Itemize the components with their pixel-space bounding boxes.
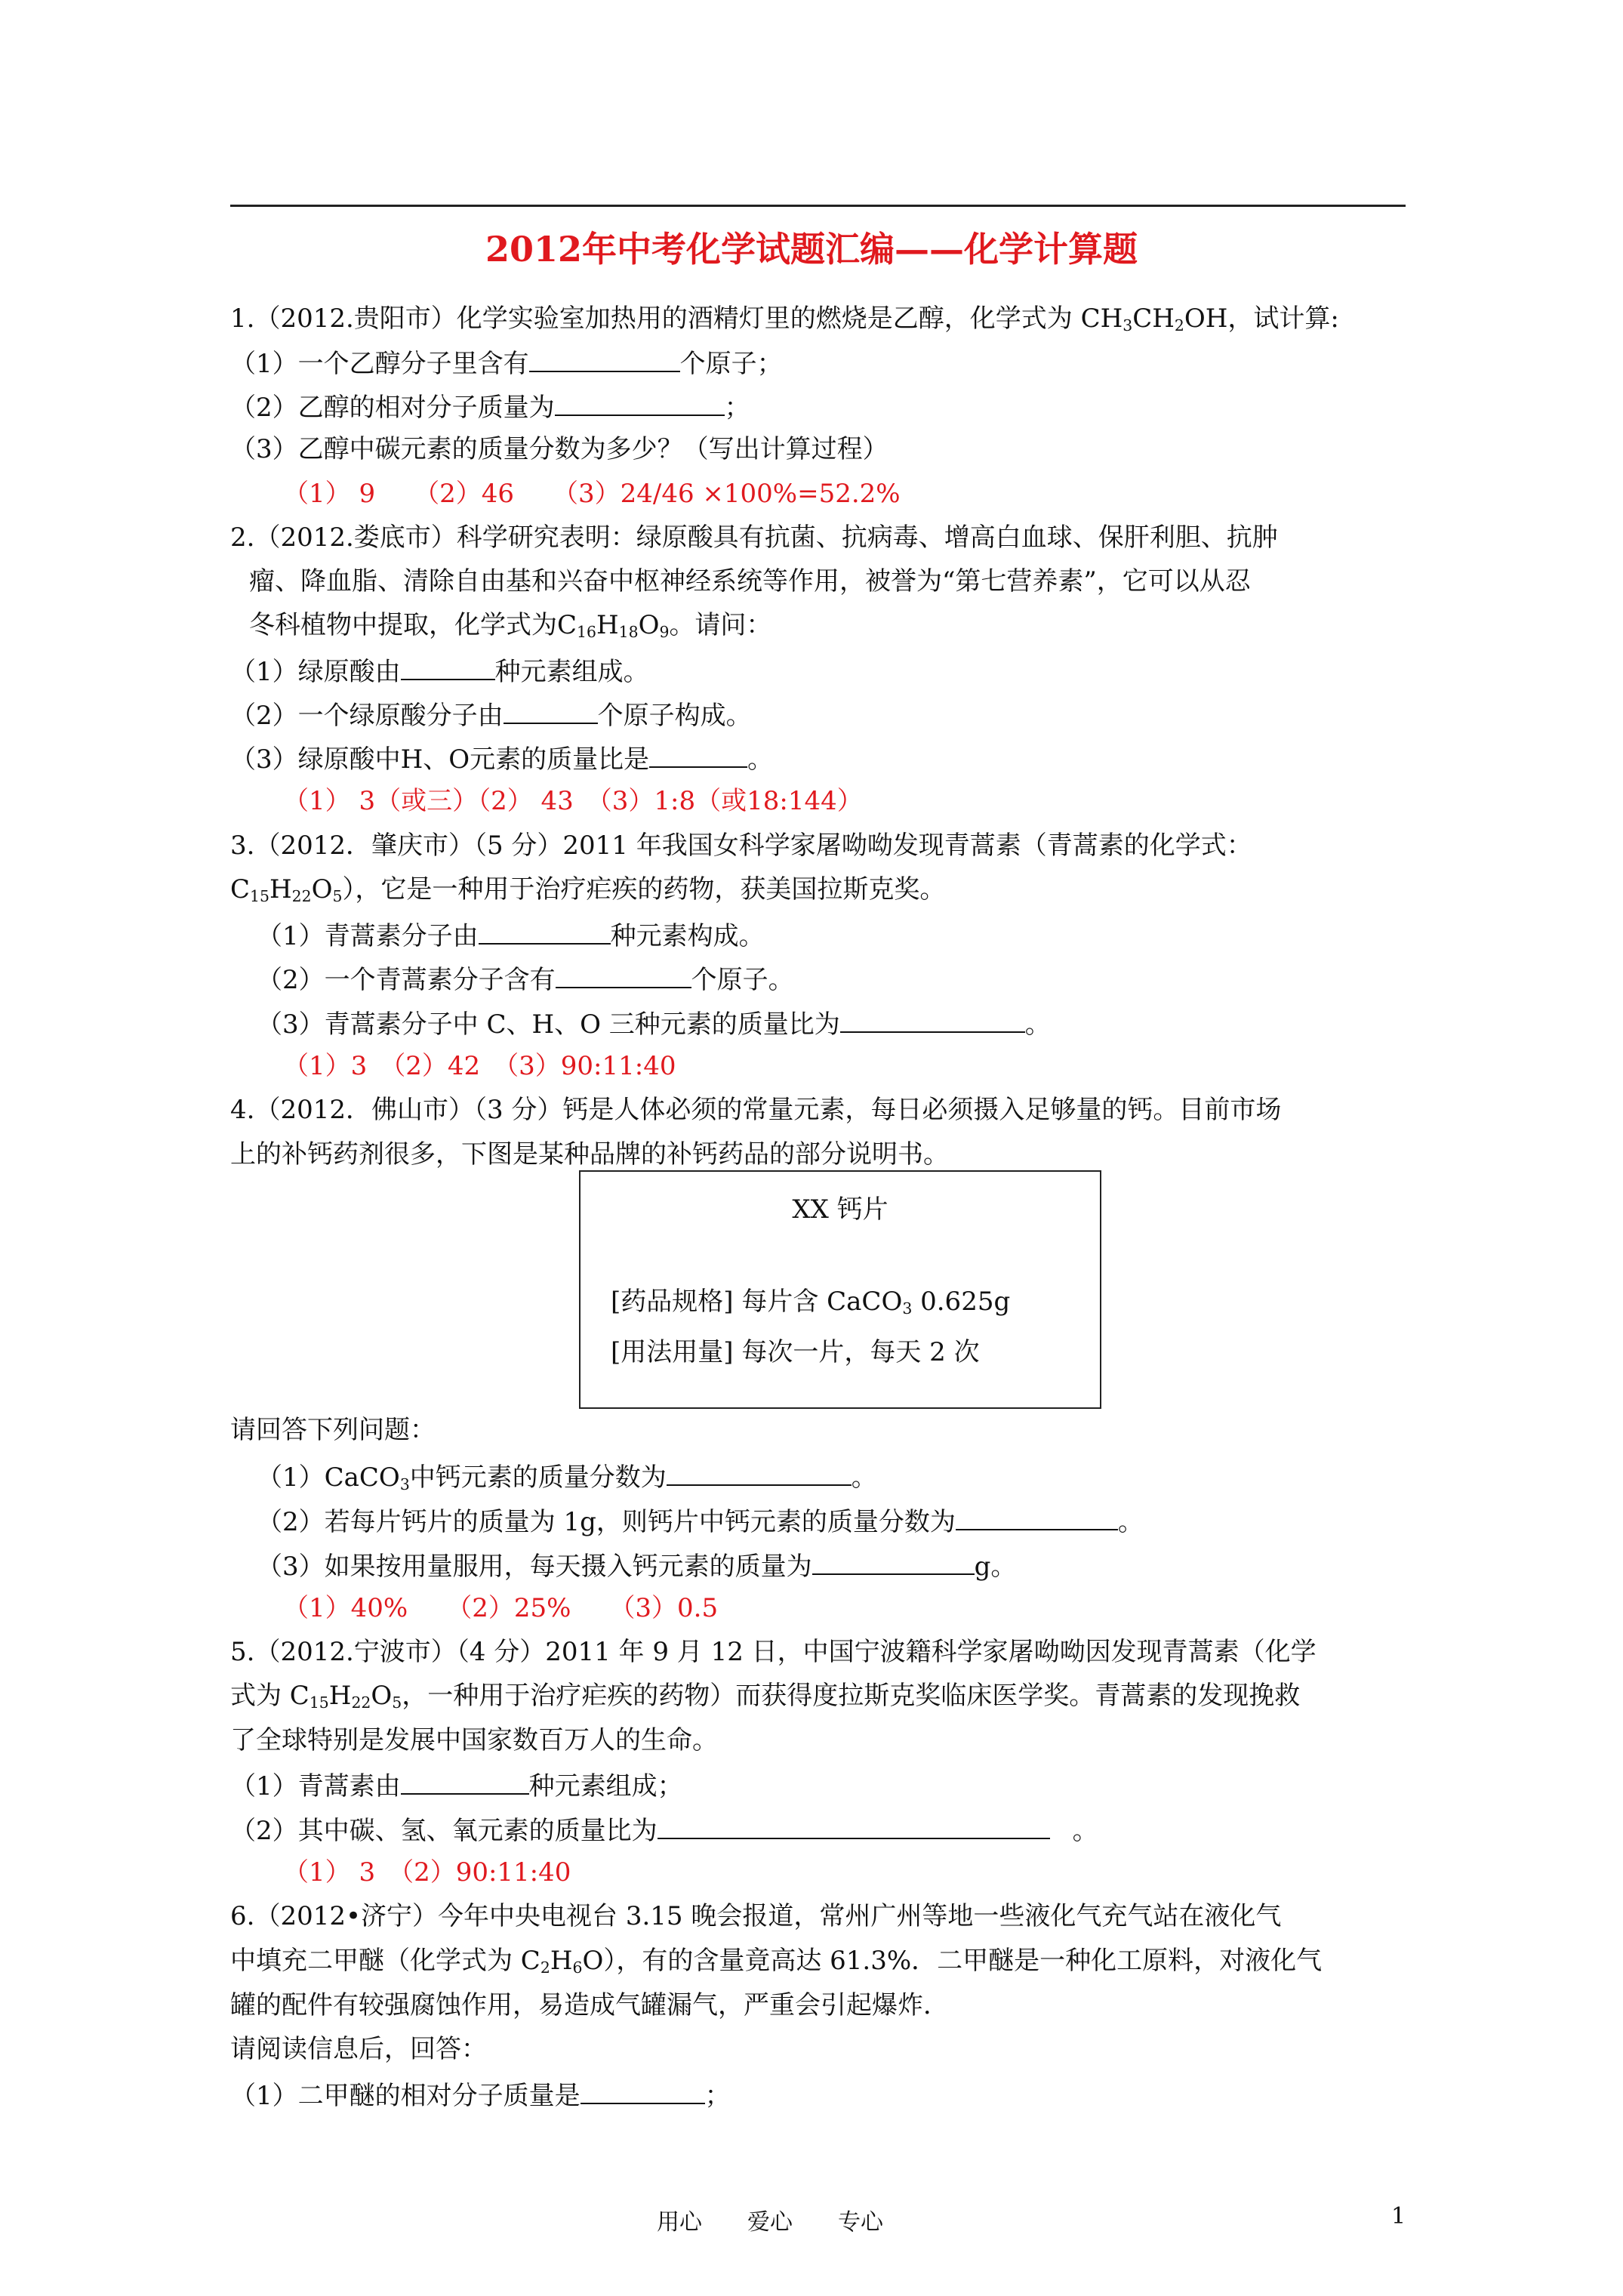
q3-part1: （1）青蒿素分子由 种元素构成。 (257, 917, 765, 953)
q2-line2: 瘤、降血脂、清除自由基和兴奋中枢神经系统等作用，被誉为“第七营养素”，它可以从忍 (249, 566, 1251, 596)
q3-answer: （1）3 （2）42 （3）90:11:40 (283, 1051, 676, 1081)
answer-blank[interactable] (556, 961, 691, 988)
q1-part3: （3）乙醇中碳元素的质量分数为多少？（写出计算过程） (230, 434, 888, 464)
page-number: 1 (1391, 2203, 1406, 2230)
q5-answer: （1） 3 （2）90:11:40 (283, 1857, 571, 1888)
q3-part3: （3）青蒿素分子中 C、H、O 三种元素的质量比为 。 (257, 1006, 1051, 1041)
q2-answer: （1） 3（或三）（2） 43 （3）1:8（或18:144） (283, 786, 863, 816)
q4-answer: （1）40% （2）25% （3）0.5 (283, 1593, 719, 1623)
answer-blank[interactable] (504, 697, 598, 724)
answer-blank[interactable] (667, 1459, 852, 1486)
q3-line2: $C_{15}H_{22}O_5$），它是一种用于治疗疟疾的药物，获美国拉斯克奖。 (230, 874, 946, 906)
q6-line3: 罐的配件有较强腐蚀作用，易造成气罐漏气，严重会引起爆炸． (230, 1990, 949, 2020)
q5-line2: 式为 $C_{15}H_{22}O_5$，一种用于治疗疟疾的药物）而获得度拉斯克奖临床医学奖。青蒿素的发现挽救 (230, 1681, 1301, 1712)
medicine-label-box (579, 1170, 1101, 1409)
q5-line3: 了全球特别是发展中国家数百万人的生命。 (230, 1725, 718, 1755)
q2-part1: （1）绿原酸由 种元素组成。 (230, 653, 649, 689)
answer-blank[interactable] (529, 345, 680, 372)
q6-line2: 中填充二甲醚（化学式为 $C_2H_6O$），有的含量竟高达 61.3%．二甲醚是一种化工原料，对液化气 (230, 1946, 1323, 1977)
header-rule (230, 205, 1406, 207)
q4-part3: （3）如果按用量服用，每天摄入钙元素的质量为 g。 (257, 1548, 1016, 1583)
q4-line1: 4.（2012．佛山市）（3 分）钙是人体必须的常量元素，每日必须摄入足够量的钙。目前市场 (230, 1095, 1282, 1125)
page-footer: 用心 爱心 专心 (657, 2209, 883, 2236)
q1-part2: （2）乙醇的相对分子质量为 ； (230, 389, 750, 424)
q4-prompt: 请回答下列问题： (230, 1415, 436, 1445)
q4-line2: 上的补钙药剂很多，下图是某种品牌的补钙药品的部分说明书。 (230, 1139, 949, 1170)
q2-part3: （3）绿原酸中H、O元素的质量比是 。 (230, 741, 773, 776)
answer-blank[interactable] (555, 389, 725, 416)
q2-line3: 冬科植物中提取，化学式为$C_{16}H_{18}O_9$。请问： (249, 610, 772, 642)
q5-part2: （2）其中碳、氢、氧元素的质量比为 。 (230, 1812, 1098, 1848)
q1-answer: （1） 9 （2）46 （3）24/46 ×100%=52.2% (283, 479, 901, 509)
page-title: 2012年中考化学试题汇编——化学计算题 (485, 229, 1138, 270)
medicine-dosage-line: [用法用量] 每次一片，每天 2 次 (611, 1337, 980, 1367)
answer-blank[interactable] (658, 1812, 1050, 1839)
answer-blank[interactable] (401, 653, 495, 680)
q3-part2: （2）一个青蒿素分子含有 个原子。 (257, 961, 794, 997)
q4-part2: （2）若每片钙片的质量为 1g，则钙片中钙元素的质量分数为 。 (257, 1503, 1144, 1539)
answer-blank[interactable] (956, 1503, 1118, 1530)
q6-part1: （1）二甲醚的相对分子质量是 ； (230, 2077, 731, 2113)
q1-part1: （1）一个乙醇分子里含有 个原子； (230, 345, 783, 381)
medicine-spec-line: [药品规格] 每片含 CaCO$_3$ 0.625g (611, 1287, 1011, 1318)
medicine-label-title: XX 钙片 (792, 1194, 888, 1225)
q1-intro: 1.（2012.贵阳市）化学实验室加热用的酒精灯里的燃烧是乙醇，化学式为 $CH_3CH_2OH$，试计算: (230, 304, 1339, 335)
q6-line4: 请阅读信息后，回答： (230, 2034, 487, 2064)
answer-blank[interactable] (479, 917, 611, 945)
answer-blank[interactable] (840, 1006, 1025, 1033)
q3-line1: 3.（2012．肇庆市）（5 分）2011 年我国女科学家屠呦呦发现青蒿素（青蒿素的化学式： (230, 831, 1252, 861)
q5-line1: 5.（2012.宁波市）（4 分）2011 年 9 月 12 日，中国宁波籍科学家屠呦呦因发现青蒿素（化学 (230, 1637, 1317, 1667)
answer-blank[interactable] (812, 1548, 975, 1575)
q4-part1: （1）CaCO$_3$中钙元素的质量分数为 。 (257, 1459, 877, 1494)
q2-part2: （2）一个绿原酸分子由 个原子构成。 (230, 697, 752, 732)
answer-blank[interactable] (401, 1767, 529, 1795)
answer-blank[interactable] (649, 741, 747, 768)
answer-blank[interactable] (581, 2077, 705, 2104)
q2-line1: 2.（2012.娄底市）科学研究表明：绿原酸具有抗菌、抗病毒、增高白血球、保肝利胆、抗肿 (230, 522, 1278, 553)
q6-line1: 6.（2012•济宁）今年中央电视台 3.15 晚会报道，常州广州等地一些液化气充气站在液化气 (230, 1901, 1282, 1931)
q5-part1: （1）青蒿素由 种元素组成； (230, 1767, 683, 1803)
